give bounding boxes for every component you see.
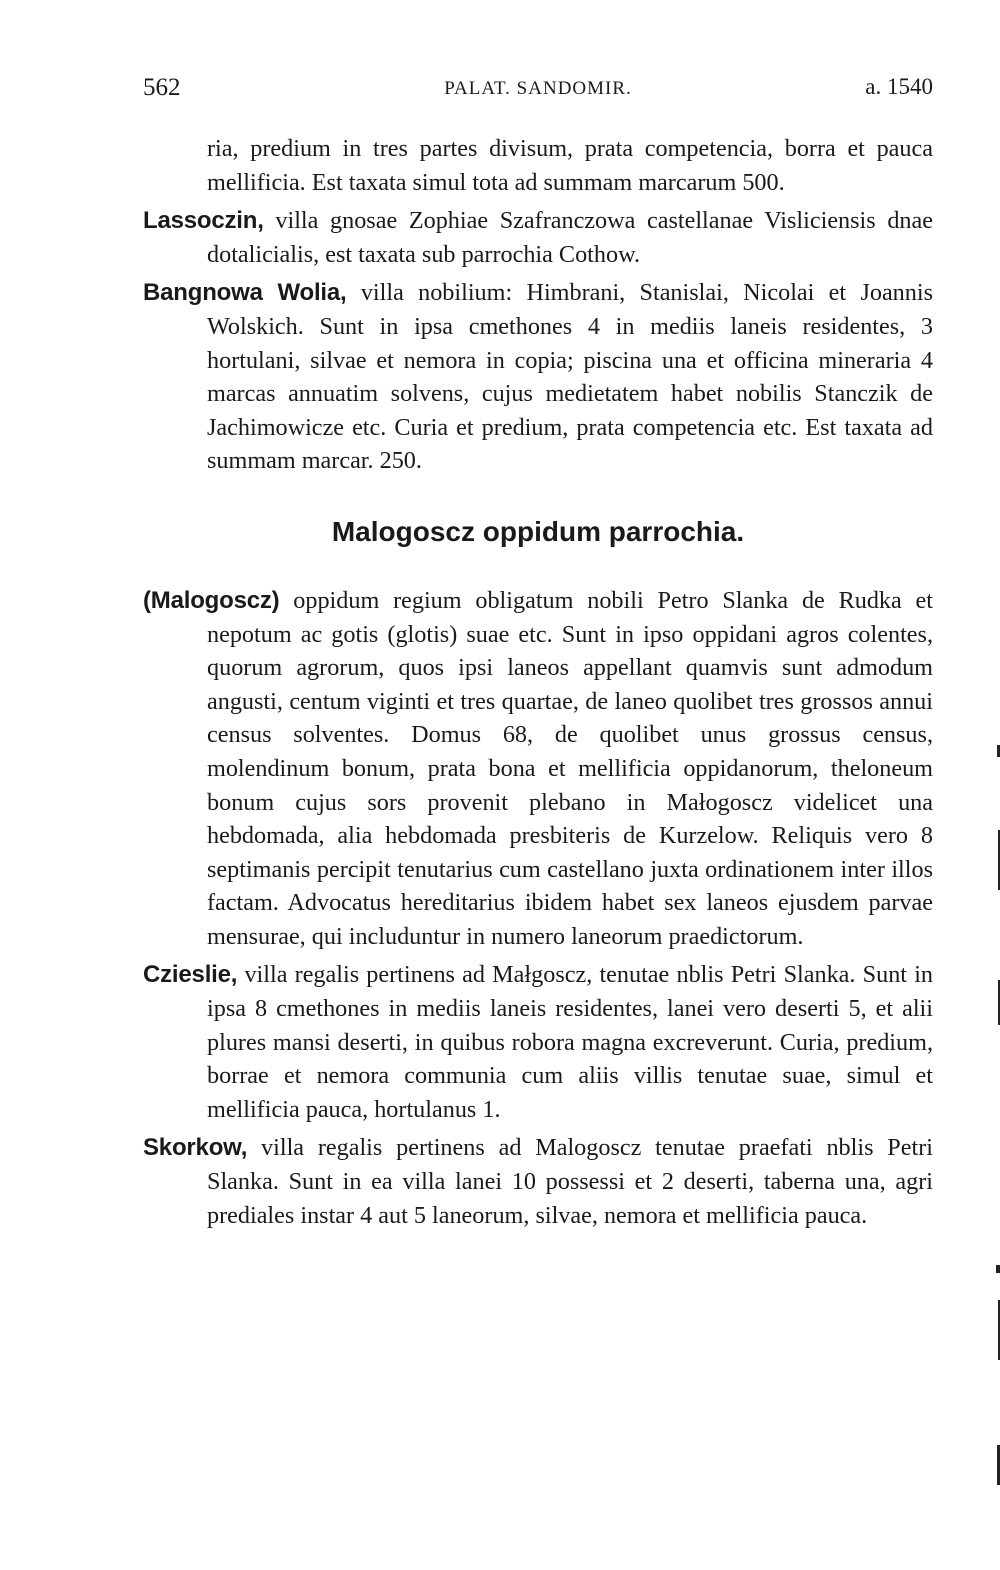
year-marker: a. 1540 (865, 74, 933, 99)
entry-text: villa regalis pertinens ad Małgoscz, tenutae nblis Petri Slanka. Sunt in ipsa 8 cmethones in mediis laneis residentes, lanei vero deserti 5, et alii plures mansi deserti, in quibus robora magna excreverunt. Curia, predium, borrae et nemora communia cum aliis villis tenutae suae, simul et mellificia pauca, hortulanus 1. (207, 961, 934, 1123)
entry-lassoczin (143, 204, 933, 271)
entry-text: villa regalis pertinens ad Malogoscz tenutae praefati nblis Petri Slanka. Sunt in ea villa lanei 10 possessi et 2 deserti, taberna una, agri prediales instar 4 aut 5 laneorum, silvae, nemora et mellificia pauca. (207, 1134, 933, 1229)
scan-edge-mark (996, 1265, 1000, 1273)
entry-text: villa gnosae Zophiae Szafranczowa castellanae Visliciensis dnae dotalicialis, est taxata sub parrochia Cothow. (207, 207, 933, 268)
entry-text: oppidum regium obligatum nobili Petro Slanka de Rudka et nepotum ac gotis (glotis) suae etc. Sunt in ipso oppidani agros colentes, quorum agrorum, quos ipsi laneos appellant quamvis sunt admodum angusti, centum viginti et tres quartae, de laneo quolibet tres grossos annui census solventes. Domus 68, de quolibet unus grossus census, molendinum bonum, prata bona et mellificia oppidanorum, theloneum bonum cujus sors provenit plebano in Małogoscz videlicet una hebdomada, alia hebdomada presbiteris de Kurzelow. Reliquis vero 8 septimanis percipit tenutarius cum castellano juxta ordinationem inter illos factam. Advocatus hereditarius ibidem habet sex laneos ejusdem parvae mensurae, qui includuntur in numero laneorum praedictorum. (207, 586, 933, 950)
section-title: Malogoscz oppidum parrochia. (331, 515, 745, 547)
entry-heading: Bangnowa Wolia, (143, 279, 347, 307)
entry-heading: Lassoczin, (143, 207, 264, 235)
entry-malogoscz (143, 584, 933, 954)
entry-continuation (143, 132, 933, 199)
entry-text: ria, predium in tres partes divisum, prata competencia, borra et pauca mellificia. Est taxata simul tota ad summam marcarum 500. (207, 135, 933, 196)
entry-bangnowa-wolia (143, 276, 933, 478)
entry-text: villa nobilium: Himbrani, Stanislai, Nicolai et Joannis Wolskich. Sunt in ipsa cmethones 4 in mediis laneis residentes, 3 hortulani, silvae et nemora in copia; piscina una et officina mineraria 4 marcas annuatim solvens, cujus medietatem habet nobilis Stanczik de Jachimowicze etc. Curia et predium, prata competencia etc. Est taxata ad summam marcar. 250. (207, 279, 934, 475)
entry-heading: (Malogoscz) (143, 586, 280, 614)
entry-heading: Skorkow, (143, 1134, 248, 1162)
page-number: 562 (143, 74, 181, 101)
entry-czieslie (143, 958, 933, 1126)
running-head (143, 74, 933, 104)
running-title: PALAT. SANDOMIR. (444, 78, 632, 99)
body-text (143, 132, 933, 1237)
entry-heading: Czieslie, (143, 961, 238, 989)
entry-skorkow (143, 1131, 933, 1232)
